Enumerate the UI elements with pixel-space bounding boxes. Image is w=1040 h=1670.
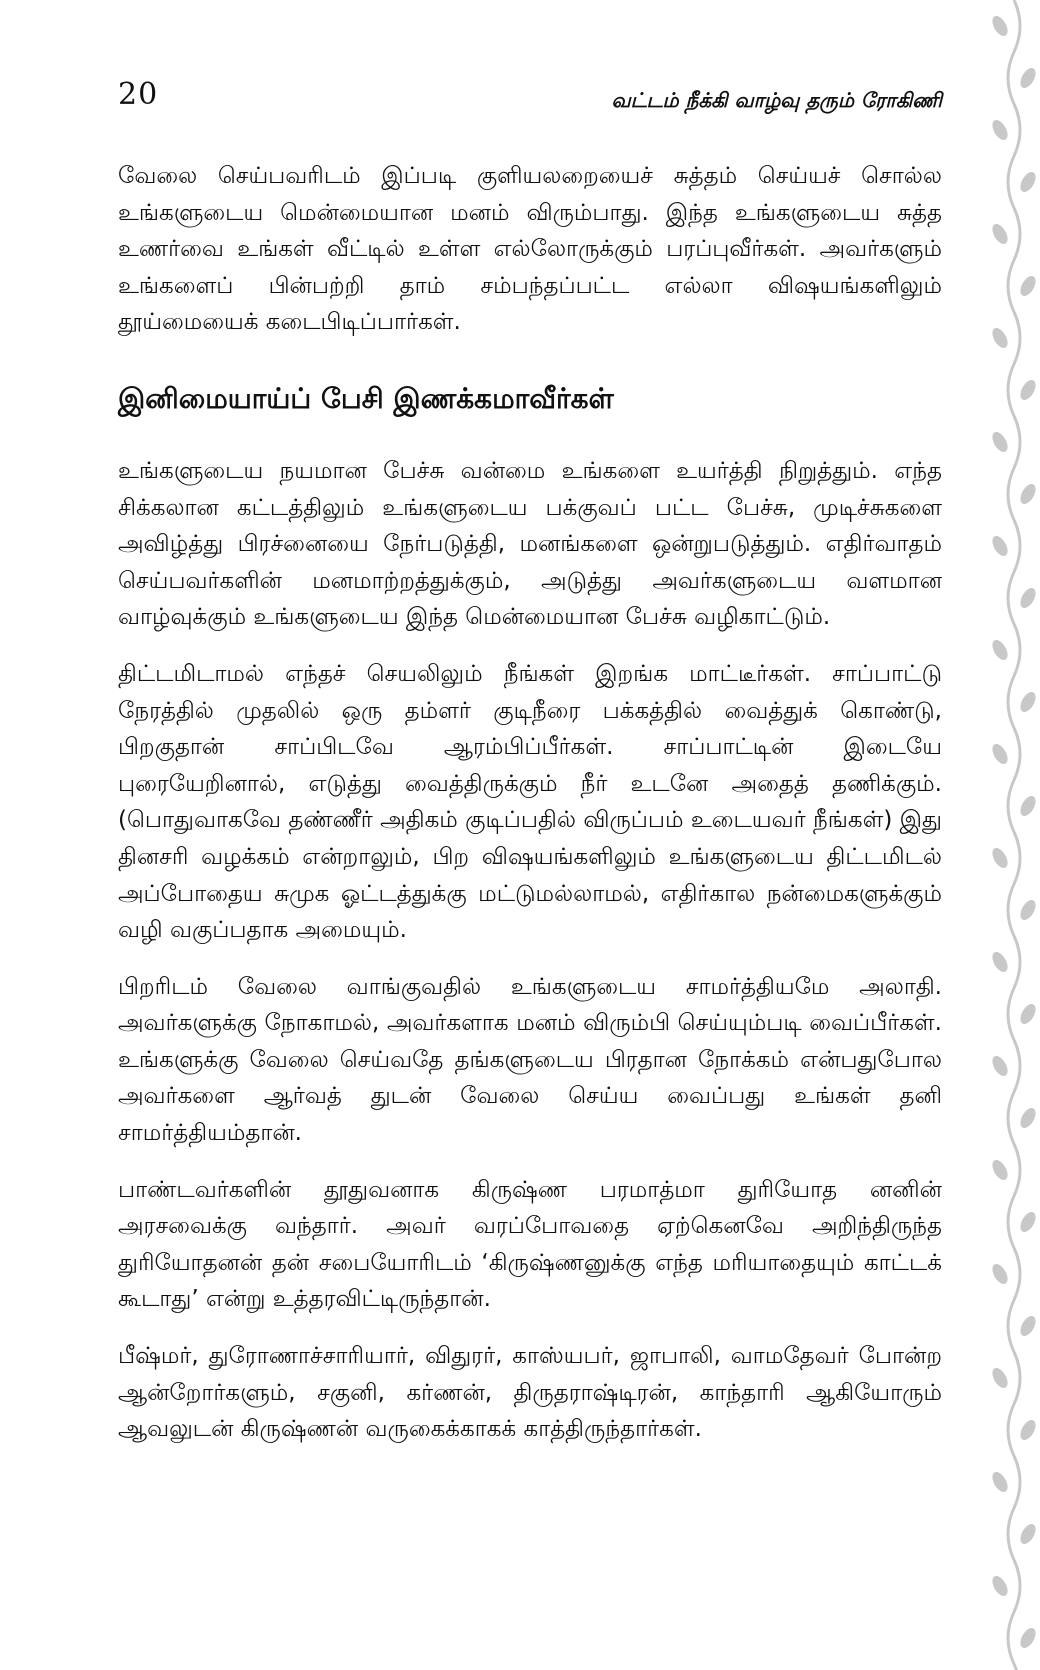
vine-leaf <box>1017 585 1038 610</box>
vine-leaf <box>989 637 1010 662</box>
vine-leaf <box>1017 1417 1038 1442</box>
vine-leaf <box>989 741 1010 766</box>
vine-leaf <box>1017 481 1038 506</box>
vine-leaf <box>989 325 1010 350</box>
vine-leaf <box>1017 689 1038 714</box>
vine-stem <box>1008 0 1020 1670</box>
vine-leaf <box>1017 1625 1038 1650</box>
body-paragraph: திட்டமிடாமல் எந்தச் செயலிலும் நீங்கள் இறங்க மாட்டீர்கள். சாப்பாட்டு நேரத்தில் முதலில் ஒரு தம்ளர் குடிநீரை பக்கத்தில் வைத்துக் கொண்டு, பிறகுதான் சாப்பிடவே ஆரம்பிப்பீர்கள். சாப்பாட்டின் இடையே புரையேறினால், எடுத்து வைத்திருக்கும் நீர் உடனே அதைத் தணிக்கும். (பொதுவாகவே தண்ணீர் அதிகம் குடிப்பதில் விருப்பம் உடையவர் நீங்கள்) இது தினசரி வழக்கம் என்றாலும், பிற விஷயங்களிலும் உங்களுடைய திட்டமிடல் அப்போதைய சுமுக ஓட்டத்துக்கு மட்டுமல்லாமல், எதிர்கால நன்மைகளுக்கும் வழி வகுப்பதாக அமையும். <box>118 660 942 944</box>
body-paragraph: பிறரிடம் வேலை வாங்குவதில் உங்களுடைய சாமர்த்தியமே அலாதி. அவர்களுக்கு நோகாமல், அவர்களாக மனம் விரும்பி செய்யும்படி வைப்பீர்கள். உங்களுக்கு வேலை செய்வதே தங்களுடைய பிரதான நோக்கம் என்பதுபோல அவர்களை ஆர்வத் துடன் வேலை செய்ய வைப்பது உங்கள் தனி சாமர்த்தியம்தான். <box>118 973 942 1147</box>
vine-leaf <box>1017 1001 1038 1026</box>
vine-leaf <box>1017 1521 1038 1546</box>
vine-leaf <box>989 1469 1010 1494</box>
vine-leaf <box>1017 169 1038 194</box>
body-paragraph: வேலை செய்பவரிடம் இப்படி குளியலறையைச் சுத்தம் செய்யச் சொல்ல உங்களுடைய மென்மையான மனம் விரும்பாது. இந்த உங்களுடைய சுத்த உணர்வை உங்கள் வீட்டில் உள்ள எல்லோருக்கும் பரப்புவீர்கள். அவர்களும் உங்களைப் பின்பற்றி தாம் சம்பந்தப்பட்ட எல்லா விஷயங்களிலும் தூய்மையைக் கடைபிடிப்பார்கள். <box>118 163 942 336</box>
vine-leaf <box>989 221 1010 246</box>
vine-leaf <box>989 13 1010 38</box>
vine-border-icon <box>984 0 1040 1670</box>
body-paragraph: பீஷ்மர், துரோணாச்சாரியார், விதுரர், காஸ்யபர், ஜாபாலி, வாமதேவர் போன்ற ஆன்றோர்களும், சகுனி, கர்ணன், திருதராஷ்டிரன், காந்தாரி ஆகியோரும் ஆவலுடன் கிருஷ்ணன் வருகைக்காகக் காத்திருந்தார்கள். <box>118 1343 942 1443</box>
vine-leaf <box>989 1573 1010 1598</box>
running-title: வட்டம் நீக்கி வாழ்வு தரும் ரோகிணி <box>611 88 942 112</box>
vine-leaf <box>989 533 1010 558</box>
section-heading: இனிமையாய்ப் பேசி இணக்கமாவீர்கள் <box>118 381 614 415</box>
vine-leaf <box>1017 793 1038 818</box>
vine-leaf <box>1017 1209 1038 1234</box>
vine-leaf <box>989 1157 1010 1182</box>
vine-leaf <box>1017 65 1038 90</box>
vine-leaf <box>1017 897 1038 922</box>
page-number: 20 <box>118 77 159 112</box>
vine-leaf <box>1017 1313 1038 1338</box>
vine-leaf <box>989 429 1010 454</box>
page-body <box>118 158 942 1448</box>
vine-leaf <box>989 1261 1010 1286</box>
body-paragraph: பாண்டவர்களின் தூதுவனாக கிருஷ்ண பரமாத்மா துரியோத னனின் அரசவைக்கு வந்தார். அவர் வரப்போவதை ஏற்கெனவே அறிந்திருந்த துரியோதனன் தன் சபையோரிடம் ‘கிருஷ்ணனுக்கு எந்த மரியாதையும் காட்டக் கூடாது’ என்று உத்தரவிட்டிருந்தான். <box>118 1176 942 1313</box>
vine-leaf <box>1017 273 1038 298</box>
vine-border-group <box>989 0 1038 1670</box>
vine-leaf <box>989 845 1010 870</box>
vine-leaf <box>989 1365 1010 1390</box>
vine-leaf <box>989 949 1010 974</box>
vine-leaf <box>1017 377 1038 402</box>
vine-leaf <box>989 1053 1010 1078</box>
vine-leaf <box>1017 1105 1038 1130</box>
body-paragraph: உங்களுடைய நயமான பேச்சு வன்மை உங்களை உயர்த்தி நிறுத்தும். எந்த சிக்கலான கட்டத்திலும் உங்களுடைய பக்குவப் பட்ட பேச்சு, முடிச்சுகளை அவிழ்த்து பிரச்னையை நேர்படுத்தி, மனங்களை ஒன்றுபடுத்தும். எதிர்வாதம் செய்பவர்களின் மனமாற்றத்துக்கும், அடுத்து அவர்களுடைய வளமான வாழ்வுக்கும் உங்களுடைய இந்த மென்மையான பேச்சு வழிகாட்டும். <box>118 457 942 631</box>
vine-leaf <box>989 117 1010 142</box>
